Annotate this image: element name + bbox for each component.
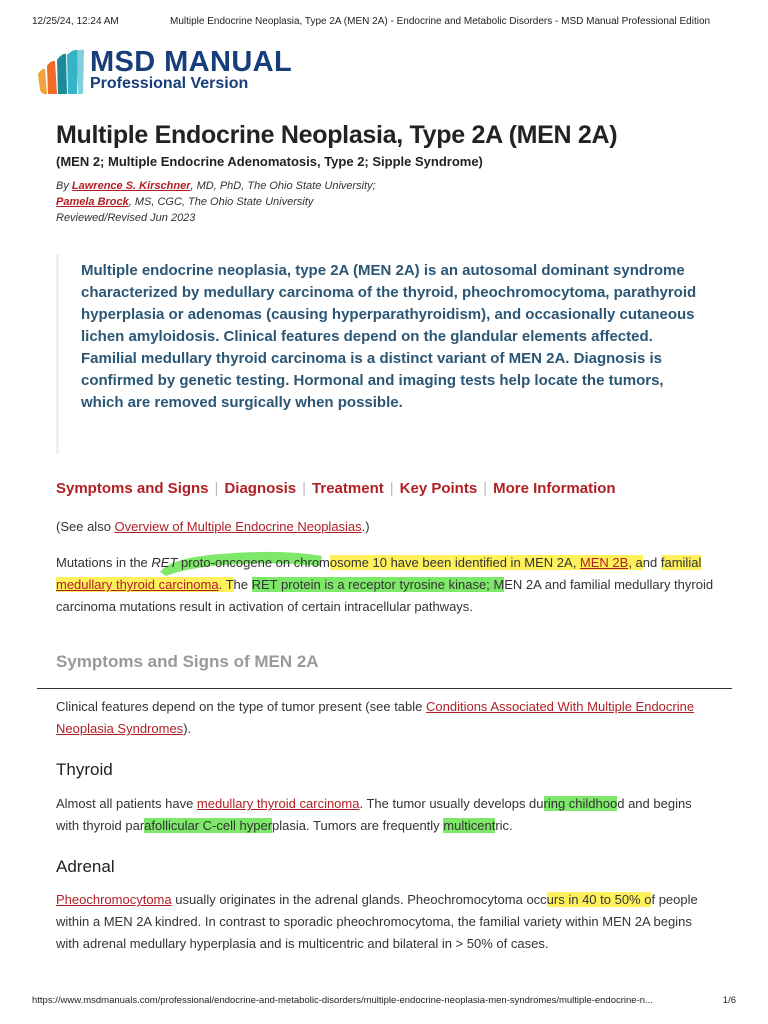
highlight-green: ring childhoo	[543, 796, 618, 811]
link-pheochromocytoma[interactable]: Pheochromocytoma	[56, 892, 172, 907]
highlight-yellow: urs in 40 to 50% o	[546, 892, 652, 907]
topic-nav	[56, 480, 616, 497]
symptoms-intro-end: ).	[183, 721, 192, 736]
nav-separator: |	[389, 480, 394, 497]
symptoms-intro-text: Clinical features depend on the type of tumor present (see table	[56, 699, 426, 714]
link-men-2b[interactable]: MEN 2B	[579, 555, 629, 570]
thyroid-text: plasia. Tumors are frequently	[272, 818, 444, 833]
highlight-green: RET protein is a receptor tyrosine kinase; M	[251, 577, 505, 592]
nav-treatment[interactable]: Treatment	[312, 480, 384, 497]
nav-separator: |	[483, 480, 488, 497]
adrenal-text: usually originates in the adrenal glands. Pheochromocytoma occ	[171, 892, 547, 907]
author2-affiliation: , MS, CGC, The Ohio State University	[128, 196, 314, 208]
link-medullary-thyroid-carcinoma-2[interactable]: medullary thyroid carcinoma	[196, 796, 360, 811]
highlight-yellow: osome 10 have been identified in MEN 2A,	[329, 555, 580, 570]
highlight-yellow: familial	[660, 555, 702, 570]
brand-name: MSD MANUAL	[90, 46, 293, 78]
thyroid-paragraph	[56, 793, 716, 837]
symptoms-intro	[56, 696, 716, 740]
author-link-kirschner[interactable]: Lawrence S. Kirschner	[71, 180, 191, 192]
print-url: https://www.msdmanuals.com/professional/endocrine-and-metabolic-disorders/multiple-endocrine-neoplasia-men-syndromes/multiple-endocrine-n...	[32, 995, 653, 1006]
subheading-thyroid: Thyroid	[56, 760, 113, 779]
highlight-green: afollicular C-cell hyper	[144, 818, 273, 833]
print-doc-title: Multiple Endocrine Neoplasia, Type 2A (MEN 2A) - Endocrine and Metabolic Disorders - MSD Manual Professional Edition	[170, 16, 711, 27]
site-logo[interactable]	[36, 48, 336, 100]
byline-author2	[56, 196, 313, 208]
summary-text: Multiple endocrine neoplasia, type 2A (MEN 2A) is an autosomal dominant syndrome characterized by medullary carcinoma of the thyroid, pheochromocytoma, parathyroid hyperplasia or adenomas (causing hyperparathyroidism), and occasionally cutaneous lichen amyloidosis. Clinical features depend on the glandular elements affected. Familial medullary thyroid carcinoma is a distinct variant of MEN 2A. Diagnosis is confirmed by genetic testing. Hormonal and imaging tests help locate the tumors, which are removed surgically when possible.	[81, 262, 697, 411]
intro-paragraph	[56, 552, 716, 618]
nav-key-points[interactable]: Key Points	[399, 480, 478, 497]
nav-symptoms-and-signs[interactable]: Symptoms and Signs	[56, 480, 209, 497]
review-date: Reviewed/Revised Jun 2023	[56, 212, 196, 224]
gene-name: RET	[151, 555, 178, 570]
intro-text: EN 2A and familial medullary thyroid carcinoma mutations result in activation of certain intracellular pathways.	[56, 577, 714, 614]
thyroid-text: Almost all patients have	[56, 796, 197, 811]
print-footer	[32, 995, 736, 1009]
adrenal-text: f people within a MEN 2A kindred. In contrast to sporadic pheochromocytoma, the familial variety within MEN 2A begins with adrenal medullary hyperplasia and is multicentric and bilateral in > 50% of cases.	[56, 892, 698, 951]
intro-text: proto-oncogene on chrom	[177, 555, 330, 570]
page-subtitle: (MEN 2; Multiple Endocrine Adenomatosis, Type 2; Sipple Syndrome)	[56, 154, 483, 169]
see-also-prefix: (See also	[56, 519, 115, 534]
highlight-yellow: . T	[218, 577, 234, 592]
highlight-green: multicent	[443, 818, 496, 833]
link-conditions-table[interactable]: Conditions Associated With Multiple Endocrine Neoplasia Syndromes	[56, 699, 695, 736]
thyroid-text: ric.	[495, 818, 513, 833]
nav-separator: |	[214, 480, 219, 497]
page-number: 1/6	[722, 995, 736, 1006]
thyroid-text: d and begins with thyroid par	[56, 796, 692, 833]
print-datetime: 12/25/24, 12:24 AM	[32, 16, 119, 27]
page-title: Multiple Endocrine Neoplasia, Type 2A (MEN 2A)	[56, 121, 618, 149]
author-link-brock[interactable]: Pamela Brock	[56, 196, 129, 208]
thyroid-text: . The tumor usually develops du	[359, 796, 544, 811]
topic-summary	[56, 254, 709, 454]
msd-logo-icon	[36, 48, 86, 96]
intro-text: nd	[642, 555, 661, 570]
link-medullary-thyroid-carcinoma[interactable]: medullary thyroid carcinoma	[56, 577, 219, 592]
brand-edition: Professional Version	[90, 75, 249, 92]
nav-more-information[interactable]: More Information	[493, 480, 616, 497]
highlight-yellow: , a	[628, 555, 643, 570]
adrenal-paragraph	[56, 889, 716, 955]
intro-text: Mutations in the	[56, 555, 152, 570]
nav-separator: |	[302, 480, 307, 497]
see-also-suffix: .)	[361, 519, 370, 534]
byline-author1	[56, 180, 376, 192]
by-label: By	[56, 180, 69, 192]
section-divider	[37, 688, 732, 689]
author1-affiliation: , MD, PhD, The Ohio State University;	[190, 180, 376, 192]
subheading-adrenal: Adrenal	[56, 857, 115, 876]
see-also	[56, 516, 716, 538]
nav-diagnosis[interactable]: Diagnosis	[224, 480, 297, 497]
print-header	[32, 16, 736, 30]
section-heading-symptoms: Symptoms and Signs of MEN 2A	[56, 652, 319, 671]
intro-text: he	[233, 577, 252, 592]
link-overview-men[interactable]: Overview of Multiple Endocrine Neoplasias	[114, 519, 362, 534]
